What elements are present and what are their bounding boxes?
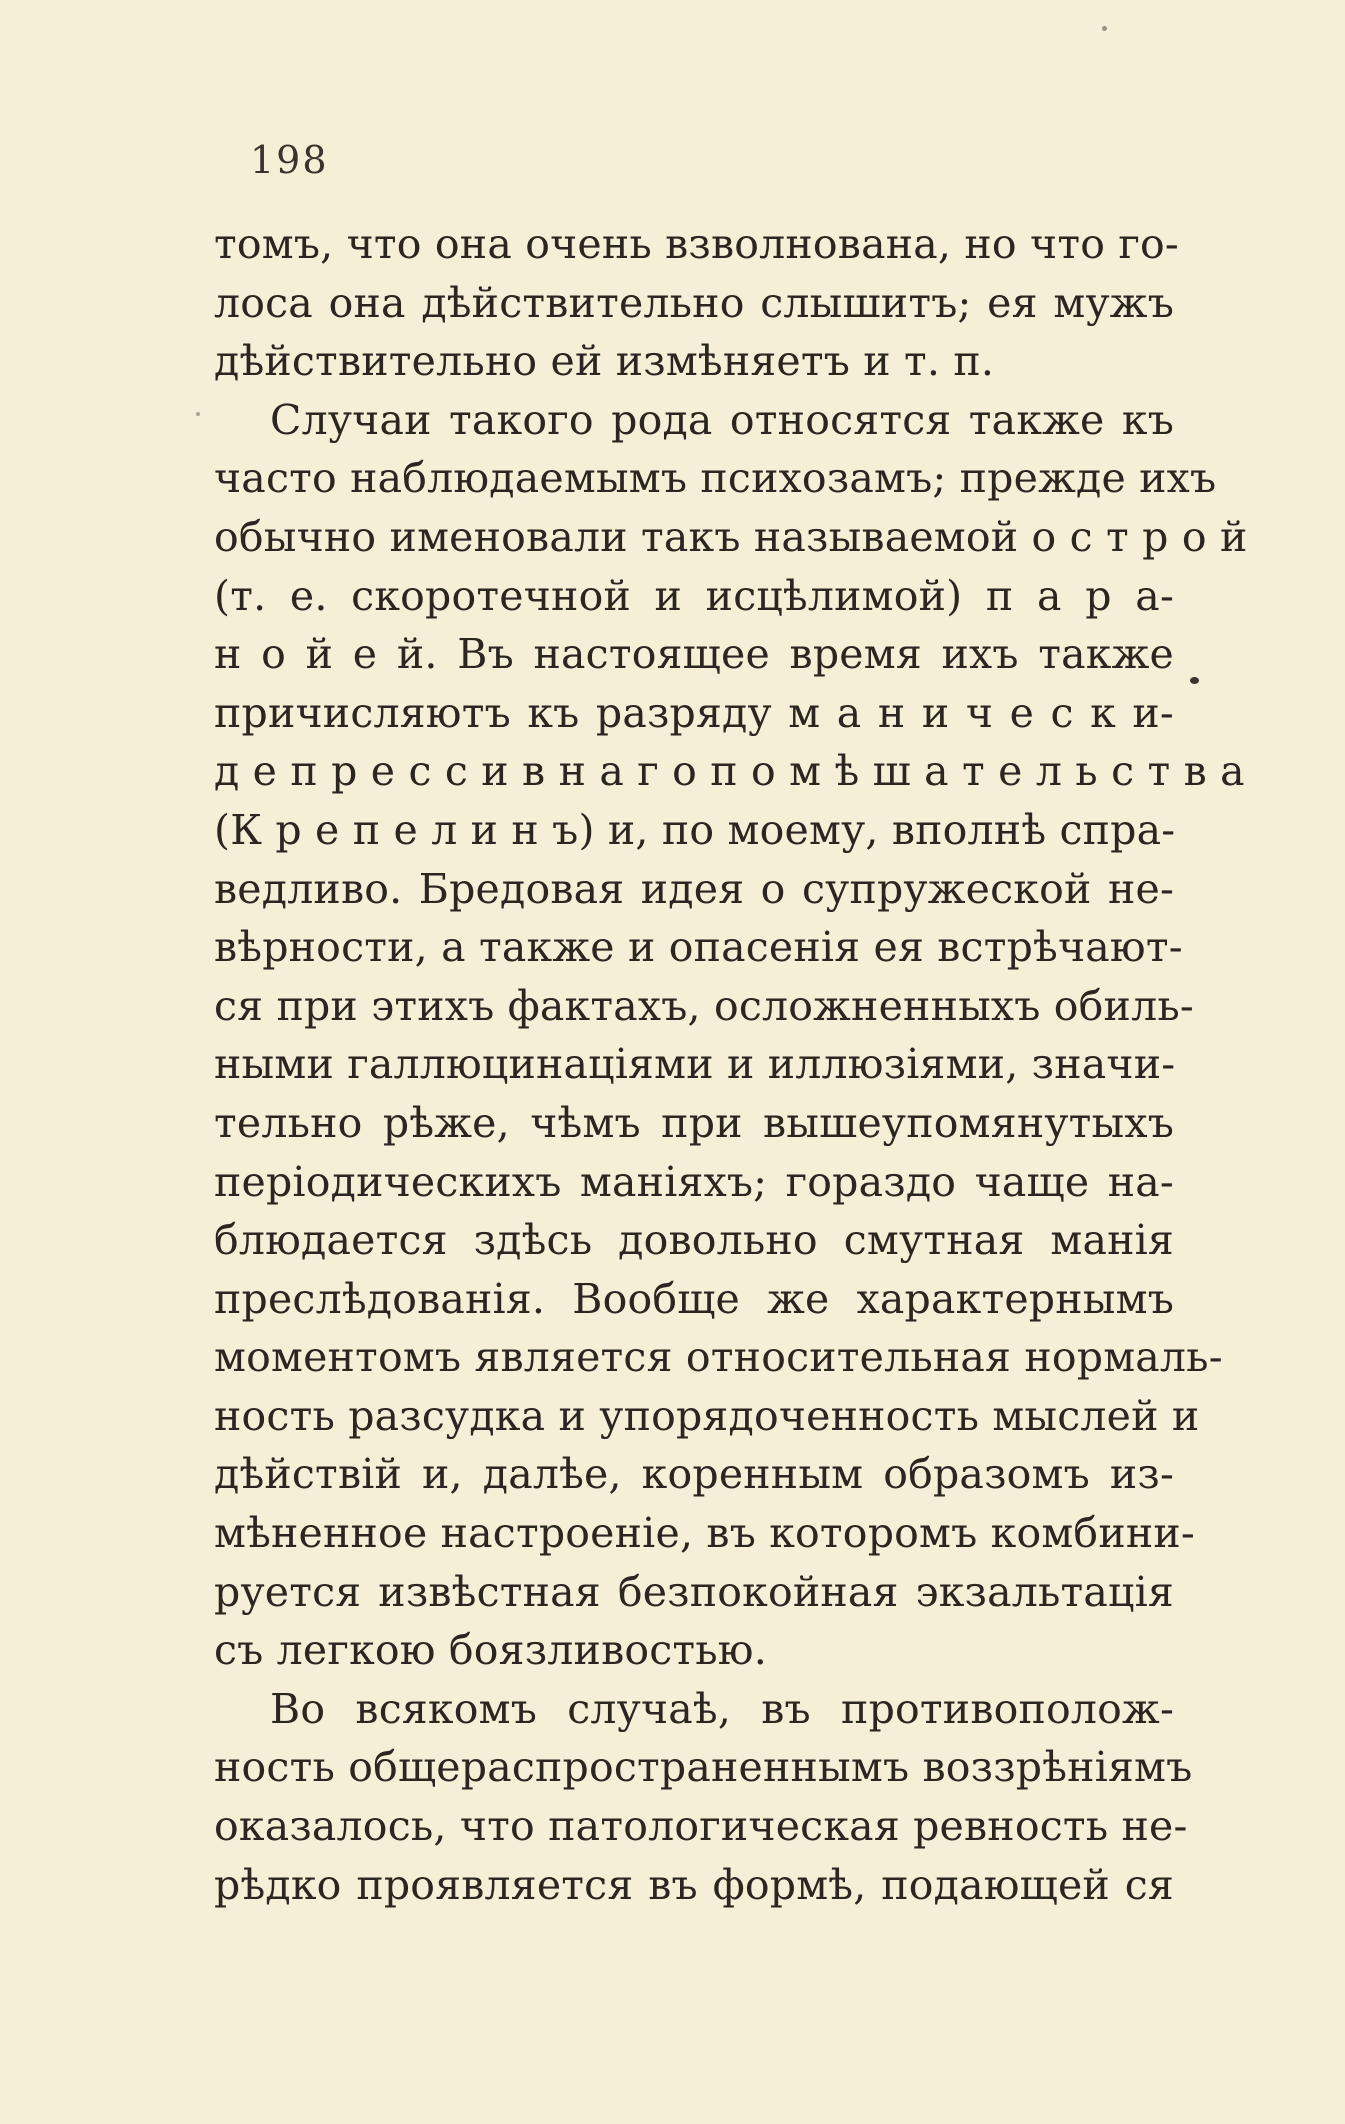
text-line: ными галлюцинаціями и иллюзіями, значи- [214, 1040, 1176, 1089]
body-text [214, 215, 1248, 1914]
text-line: рѣдко проявляется въ формѣ, подающей ся [214, 1860, 1174, 1909]
text-line: дѣйствительно ей измѣняетъ и т. п. [214, 337, 995, 386]
text-line: съ легкою боязливостью. [214, 1626, 767, 1675]
speck-mark [196, 412, 200, 416]
text-line: вѣрности, а также и опасенія ея встрѣчают- [214, 923, 1183, 972]
text-line: дѣйствій и, далѣе, коренным образомъ из- [214, 1450, 1174, 1499]
text-line: ся при этихъ фактахъ, осложненныхъ обиль- [214, 981, 1194, 1030]
speck-mark [1102, 26, 1107, 31]
text-line: Во всякомъ случаѣ, въ противополож- [270, 1684, 1174, 1733]
text-line: н о й е й. Въ настоящее время ихъ также [214, 630, 1174, 679]
text-line: причисляютъ къ разряду м а н и ч е с к и- [214, 688, 1174, 737]
text-line: блюдается здѣсь довольно смутная манія [214, 1216, 1174, 1265]
text-line: моментомъ является относительная нормаль- [214, 1333, 1223, 1382]
text-line: ность разсудка и упорядоченность мыслей и [214, 1391, 1200, 1440]
text-line: ность общераспространеннымъ воззрѣніямъ [214, 1743, 1193, 1792]
text-line: мѣненное настроеніе, въ которомъ комбини- [214, 1509, 1195, 1558]
text-line: оказалось, что патологическая ревность не- [214, 1802, 1188, 1851]
text-line: (К р е п е л и н ъ) и, по моему, вполнѣ спра- [214, 805, 1176, 854]
text-line: Случаи такого рода относятся также къ [270, 395, 1174, 444]
text-line: (т. е. скоротечной и исцѣлимой) п а р а- [214, 571, 1174, 620]
text-line: ведливо. Бредовая идея о супружеской не- [214, 864, 1174, 913]
text-line: томъ, что она очень взволнована, но что го- [214, 220, 1179, 268]
text-line: д е п р е с с и в н а г о п о м ѣ ш а т е л ь с т в а [214, 747, 1245, 796]
page-number: 198 [250, 138, 329, 182]
text-line: преслѣдованія. Вообще же характернымъ [214, 1274, 1174, 1323]
text-line: обычно именовали такъ называемой о с т р о й [214, 512, 1248, 561]
text-line: лоса она дѣйствительно слышитъ; ея мужъ [214, 278, 1174, 327]
text-line: періодическихъ маніяхъ; гораздо чаще на- [214, 1157, 1174, 1206]
text-line: тельно рѣже, чѣмъ при вышеупомянутыхъ [214, 1098, 1174, 1147]
text-line: часто наблюдаемымъ психозамъ; прежде ихъ [214, 454, 1217, 503]
text-line: руется извѣстная безпокойная экзальтація [214, 1567, 1174, 1616]
margin-dot-mark [1190, 677, 1199, 684]
